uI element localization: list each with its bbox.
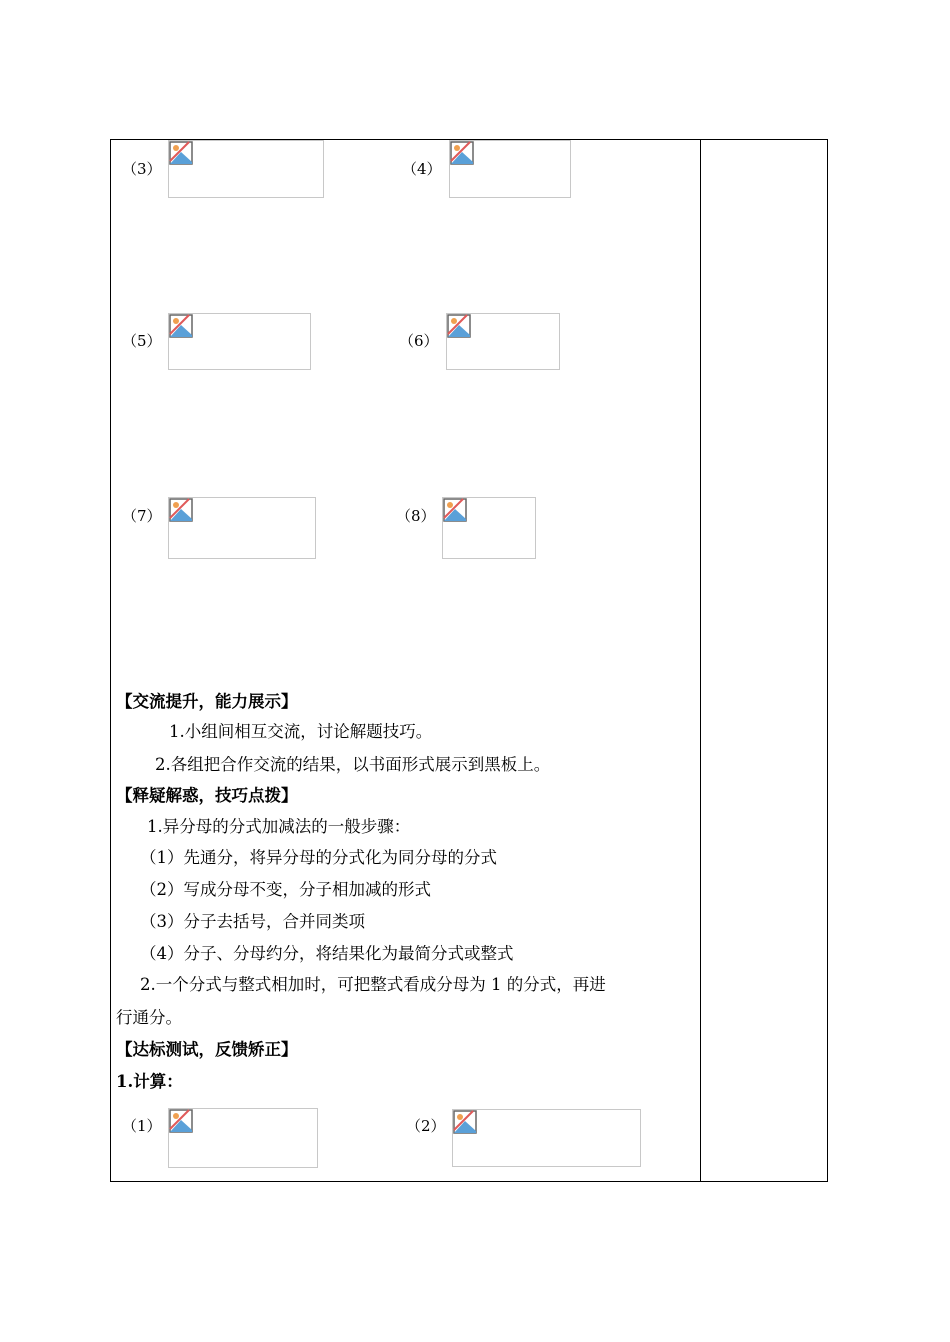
formula-image-7 <box>168 497 316 559</box>
problem-label-4: （4） <box>402 160 442 178</box>
test-formula-image-2 <box>452 1109 641 1167</box>
problem-label-8: （8） <box>396 507 436 525</box>
problem-label-3: （3） <box>122 160 162 178</box>
broken-image-icon <box>169 498 193 522</box>
formula-image-6 <box>446 313 560 370</box>
problem-label-5: （5） <box>122 332 162 350</box>
resolve-item-2-line-1: 2.一个分式与整式相加时，可把整式看成分母为 1 的分式，再进 <box>140 975 606 994</box>
formula-image-3 <box>168 140 324 198</box>
test-problem-label-1: （1） <box>122 1117 162 1135</box>
test-heading: 【达标测试，反馈矫正】 <box>116 1040 298 1059</box>
page-table-frame <box>110 139 828 1182</box>
problem-label-6: （6） <box>399 332 439 350</box>
broken-image-icon <box>450 141 474 165</box>
test-formula-image-1 <box>168 1108 318 1168</box>
problem-label-7: （7） <box>122 507 162 525</box>
exchange-heading: 【交流提升，能力展示】 <box>116 692 298 711</box>
exchange-item-1: 1.小组间相互交流，讨论解题技巧。 <box>169 722 433 741</box>
broken-image-icon <box>453 1110 477 1134</box>
broken-image-icon <box>443 498 467 522</box>
resolve-step-3: （3）分子去括号，合并同类项 <box>140 912 365 931</box>
resolve-item-1: 1.异分母的分式加减法的一般步骤： <box>147 817 411 836</box>
formula-image-4 <box>449 140 571 198</box>
formula-image-8 <box>442 497 536 559</box>
test-question-1: 1.计算： <box>116 1072 183 1091</box>
exchange-item-2: 2.各组把合作交流的结果，以书面形式展示到黑板上。 <box>155 755 551 774</box>
resolve-step-2: （2）写成分母不变，分子相加减的形式 <box>140 880 431 899</box>
resolve-step-1: （1）先通分，将异分母的分式化为同分母的分式 <box>140 848 497 867</box>
broken-image-icon <box>447 314 471 338</box>
broken-image-icon <box>169 314 193 338</box>
resolve-item-2-line-2: 行通分。 <box>116 1008 182 1027</box>
resolve-heading: 【释疑解惑，技巧点拨】 <box>116 786 298 805</box>
resolve-step-4: （4）分子、分母约分，将结果化为最简分式或整式 <box>140 944 514 963</box>
broken-image-icon <box>169 141 193 165</box>
test-problem-label-2: （2） <box>406 1117 446 1135</box>
formula-image-5 <box>168 313 311 370</box>
broken-image-icon <box>169 1109 193 1133</box>
table-column-divider <box>700 139 701 1182</box>
